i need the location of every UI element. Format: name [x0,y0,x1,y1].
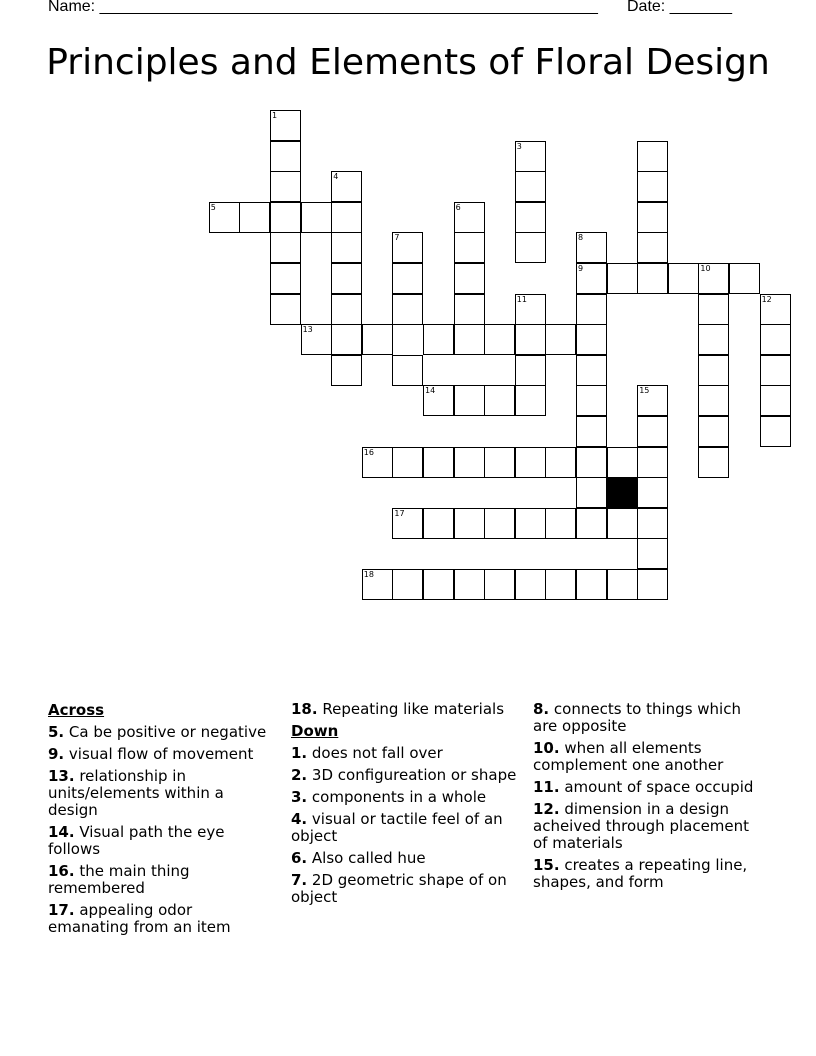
grid-cell[interactable] [515,171,546,202]
grid-cell[interactable] [454,385,485,416]
grid-cell[interactable] [362,324,393,355]
clue-down-8: 8. connects to things which are opposite [533,700,741,735]
grid-cell[interactable] [392,294,423,325]
grid-cell[interactable] [423,324,454,355]
grid-cell[interactable] [209,202,240,233]
clues-column-2 [291,701,519,911]
grid-cell[interactable] [301,202,332,233]
name-field-label: Name: ________________________________________________________ [48,0,598,15]
grid-cell[interactable] [760,355,791,386]
grid-cell[interactable] [392,569,423,600]
grid-cell[interactable] [545,447,576,478]
grid-cell[interactable] [607,447,638,478]
grid-cell[interactable] [637,447,668,478]
grid-cell[interactable] [637,538,668,569]
grid-cell[interactable] [637,263,668,294]
grid-cell[interactable] [270,171,301,202]
clue-down-1: 1. does not fall over [291,744,443,762]
clue-down-7: 7. 2D geometric shape of on object [291,871,507,906]
grid-cell[interactable] [270,202,301,233]
grid-cell[interactable] [270,110,301,141]
grid-cell[interactable] [270,232,301,263]
grid-cell[interactable] [362,569,393,600]
grid-cell[interactable] [729,263,760,294]
grid-cell[interactable] [454,263,485,294]
clue-down-6: 6. Also called hue [291,849,426,867]
clue-down-15: 15. creates a repeating line, shapes, and form [533,856,748,891]
grid-cell[interactable] [698,263,729,294]
clue-number: 16 [363,447,374,457]
grid-cell[interactable] [454,202,485,233]
grid-cell[interactable] [637,232,668,263]
grid-cell[interactable] [423,447,454,478]
clue-down-10: 10. when all elements complement one another [533,739,724,774]
grid-cell[interactable] [698,324,729,355]
grid-cell[interactable] [331,355,362,386]
grid-cell[interactable] [515,508,546,539]
grid-cell[interactable] [454,508,485,539]
grid-cell[interactable] [545,569,576,600]
grid-cell[interactable] [515,324,546,355]
grid-cell[interactable] [301,324,332,355]
grid-cell[interactable] [454,294,485,325]
clue-number: 8 [578,233,584,243]
grid-cell[interactable] [576,477,607,508]
grid-cell[interactable] [576,263,607,294]
grid-cell[interactable] [392,508,423,539]
grid-cell[interactable] [454,447,485,478]
grid-cell[interactable] [423,385,454,416]
grid-cell[interactable] [270,294,301,325]
grid-cell[interactable] [760,385,791,416]
clue-number: 14 [425,386,436,396]
grid-cell[interactable] [515,447,546,478]
clue-number: 9 [578,264,584,273]
clue-across-18: 18. Repeating like materials [291,700,505,718]
grid-cell[interactable] [484,324,515,355]
clue-down-4: 4. visual or tactile feel of an object [291,810,503,845]
grid-cell[interactable] [607,569,638,600]
grid-cell[interactable] [392,355,423,386]
clue-down-11: 11. amount of space occupid [533,778,754,796]
grid-cell[interactable] [270,263,301,294]
grid-cell[interactable] [331,171,362,202]
grid-cell[interactable] [607,508,638,539]
grid-cell[interactable] [331,232,362,263]
clue-down-2: 2. 3D configureation or shape [291,766,517,784]
clue-number: 1 [272,111,278,120]
grid-cell[interactable] [362,447,393,478]
grid-cell[interactable] [637,477,668,508]
clue-number: 11 [516,294,527,304]
clue-number: 7 [394,233,400,243]
grid-cell[interactable] [668,263,699,294]
grid-cell[interactable] [392,232,423,263]
grid-cell[interactable] [392,263,423,294]
grid-cell[interactable] [698,416,729,447]
grid-cell[interactable] [484,569,515,600]
grid-cell[interactable] [576,416,607,447]
grid-cell[interactable] [331,202,362,233]
grid-cell[interactable] [515,294,546,325]
grid-cell[interactable] [270,141,301,172]
clue-number: 4 [333,172,339,182]
grid-cell[interactable] [515,232,546,263]
clue-number: 10 [700,264,711,273]
grid-cell[interactable] [392,447,423,478]
grid-cell[interactable] [576,508,607,539]
clue-down-12: 12. dimension in a design acheived through placement of materials [533,800,750,852]
grid-cell[interactable] [576,447,607,478]
grid-cell[interactable] [637,508,668,539]
grid-cell[interactable] [637,385,668,416]
grid-cell[interactable] [698,385,729,416]
grid-cell[interactable] [331,263,362,294]
grid-cell[interactable] [454,569,485,600]
grid-cell[interactable] [484,447,515,478]
clue-down-3: 3. components in a whole [291,788,487,806]
grid-cell[interactable] [637,141,668,172]
down-heading: Down [291,722,339,740]
grid-cell[interactable] [515,202,546,233]
grid-cell[interactable] [760,416,791,447]
grid-cell[interactable] [698,447,729,478]
clue-across-17: 17. appealing odor emanating from an item [48,901,231,936]
clue-number: 17 [394,508,405,518]
grid-cell[interactable] [760,324,791,355]
grid-cell[interactable] [423,569,454,600]
clues-column-3 [533,701,761,896]
grid-cell[interactable] [637,569,668,600]
grid-cell[interactable] [484,508,515,539]
grid-cell[interactable] [515,569,546,600]
black-cell [607,477,638,508]
grid-cell[interactable] [576,294,607,325]
clue-across-13: 13. relationship in units/elements within a design [48,767,224,819]
grid-cell[interactable] [576,385,607,416]
grid-cell[interactable] [637,416,668,447]
grid-cell[interactable] [239,202,270,233]
grid-cell[interactable] [454,232,485,263]
clue-number: 12 [761,294,772,304]
grid-cell[interactable] [607,263,638,294]
grid-cell[interactable] [576,569,607,600]
grid-cell[interactable] [576,232,607,263]
grid-cell[interactable] [331,324,362,355]
clue-number: 6 [455,202,461,212]
grid-cell[interactable] [637,202,668,233]
date-field-label: Date: _______ [627,0,732,15]
grid-cell[interactable] [637,171,668,202]
grid-cell[interactable] [331,294,362,325]
clue-number: 3 [516,141,522,151]
grid-cell[interactable] [515,141,546,172]
across-heading: Across [48,701,105,719]
grid-cell[interactable] [545,324,576,355]
clue-number: 18 [363,570,374,579]
clue-across-16: 16. the main thing remembered [48,862,190,897]
grid-cell[interactable] [545,508,576,539]
grid-cell[interactable] [454,324,485,355]
grid-cell[interactable] [576,355,607,386]
grid-cell[interactable] [698,294,729,325]
grid-cell[interactable] [760,294,791,325]
clue-across-9: 9. visual flow of movement [48,745,254,763]
clue-across-5: 5. Ca be positive or negative [48,723,267,741]
clue-number: 5 [210,202,216,212]
grid-cell[interactable] [515,385,546,416]
grid-cell[interactable] [576,324,607,355]
clue-number: 15 [639,386,650,396]
grid-cell[interactable] [484,385,515,416]
clue-across-14: 14. Visual path the eye follows [48,823,225,858]
grid-cell[interactable] [515,355,546,386]
clues-column-1 [48,701,276,941]
grid-cell[interactable] [423,508,454,539]
clue-number: 13 [302,325,313,335]
grid-cell[interactable] [698,355,729,386]
page-title: Principles and Elements of Floral Design [46,42,770,83]
